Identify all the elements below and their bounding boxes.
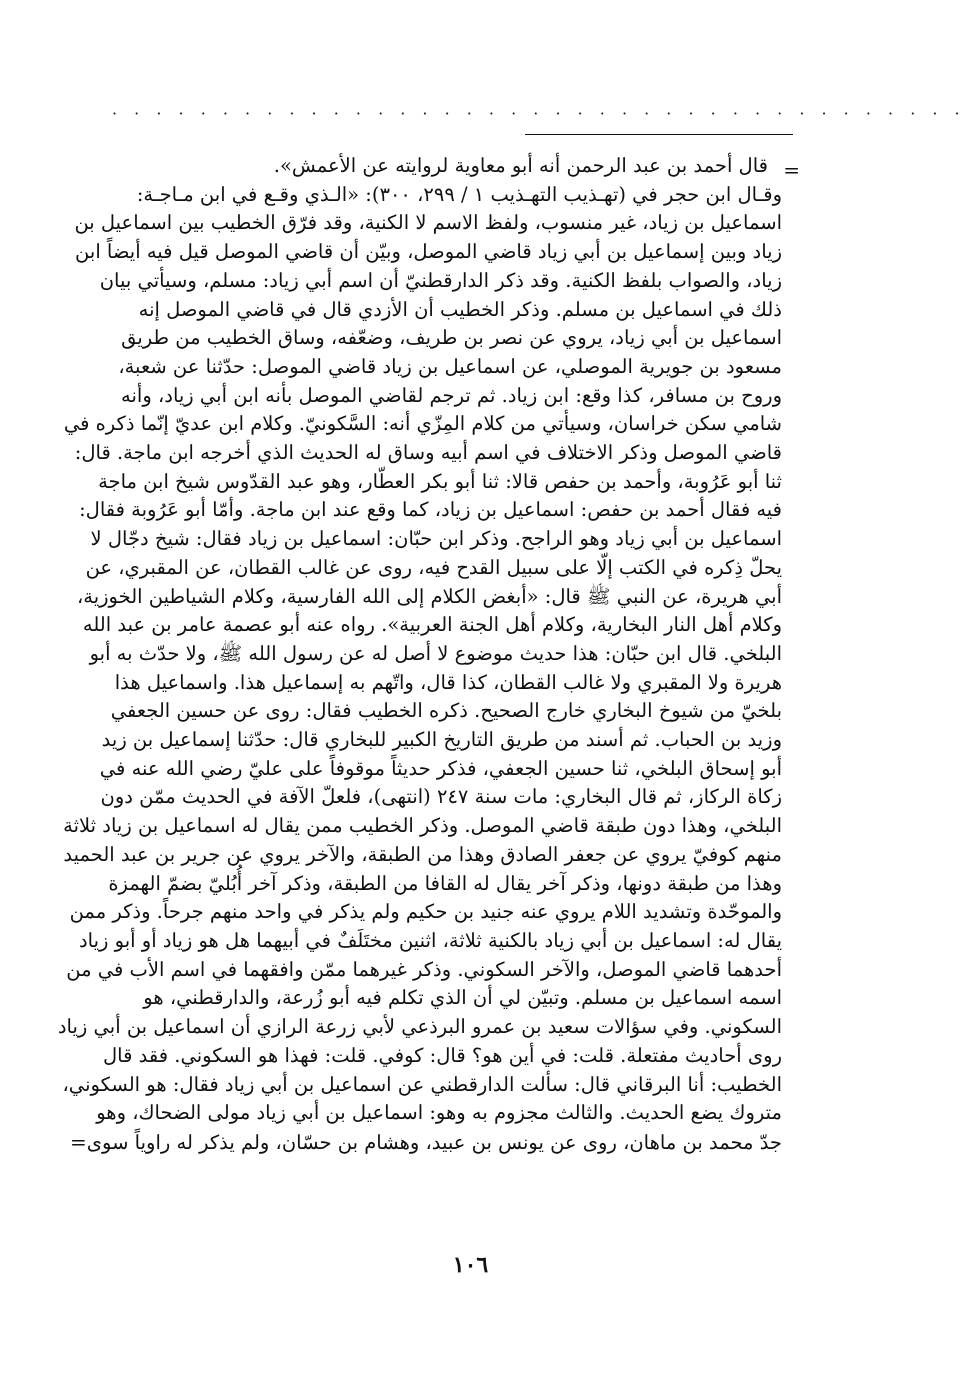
text-line: يقال له: اسماعيل بن أبي زياد بالكنية ثلاثة، اثنين مختَلَفٌ في أبيهما هل هو زياد أو أبو زياد bbox=[79, 928, 782, 952]
text-line: شامي سكن خراسان، وسيأتي من كلام المِزّي أنه: السَّكونيّ. وكلام ابن عديّ إنّما ذكره في bbox=[63, 412, 782, 436]
text-line: هريرة ولا المقبري ولا غالب القطان، كذا قال، واتّهم به إسماعيل هذا. واسماعيل هذا bbox=[114, 670, 782, 694]
text-line: يحلّ ذِكره في الكتب إلّا على سبيل القدح فيه، روى عن غالب القطان، عن المقبري، عن bbox=[85, 555, 782, 579]
text-line-content: قال أحمد بن عبد الرحمن أنه أبو معاوية لروايته عن الأعمش». bbox=[273, 154, 768, 177]
text-line: وروح بن مسافر، كذا وقع: ابن زياد. ثم ترجم لقاضي الموصل بأنه ابن أبي زياد، وأنه bbox=[121, 383, 782, 407]
text-line: متروك يضع الحديث. والثالث مجزوم به وهو: اسماعيل بن أبي زياد مولى الضحاك، وهو bbox=[96, 1101, 782, 1125]
text-line: اسماعيل بن أبي زياد، يروي عن نصر بن طريف، وضعّفه، وساق الخطيب من طريق bbox=[121, 326, 782, 350]
text-line: بلخيّ من شيوخ البخاري خارج الصحيح. ذكره الخطيب فقال: روى عن حسين الجعفي bbox=[110, 699, 782, 723]
text-line bbox=[70, 1128, 782, 1158]
text-line: اسماعيل بن زياد، غير منسوب، ولفظ الاسم لا الكنية، وقد فرّق الخطيب بين اسماعيل بن bbox=[74, 211, 782, 235]
separator-dots: · · · · · · · · · · · · · · · · · · · · · · · · · · · · · · · · · · · · · · · bbox=[112, 104, 966, 123]
footnote-text bbox=[57, 152, 800, 1158]
text-line: ثنا أبو عَرُوبة، وأحمد بن حفص قالا: ثنا أبو بكر العطّار، وهو عبد القدّوس شيخ ابن ماجة bbox=[98, 469, 782, 493]
text-line: روى أحاديث مفتعلة. قلت: في أين هو؟ قال: كوفي. قلت: فهذا هو السكوني. فقد قال bbox=[103, 1043, 782, 1067]
text-line: والموحّدة وتشديد اللام يروي عنه جنيد بن حكيم ولم يذكر في واحد منهم جرحاً. وذكر ممن bbox=[69, 900, 782, 924]
text-line: وزيد بن الحباب. ثم أسند من طريق التاريخ الكبير للبخاري قال: حدّثنا إسماعيل بن زيد bbox=[101, 728, 782, 752]
text-line: وهذا من طبقة دونها، وذكر آخر يقال له القافا من الطبقة، وذكر آخر أُبُليّ بضمّ الهمزة bbox=[108, 871, 782, 895]
text-line: اسماعيل بن أبي زياد وهو الراجح. وذكر ابن حبّان: اسماعيل بن زياد فقال: شيخ دجّال لا bbox=[90, 527, 782, 551]
text-line: زياد، والصواب بلفظ الكنية. وقد ذكر الدارقطنيّ أن اسم أبي زياد: مسلم، وسيأتي بيان bbox=[99, 268, 782, 292]
text-line: البلخي. قال ابن حبّان: هذا حديث موضوع لا أصل له عن رسول الله ﷺ، ولا حدّث به أبو bbox=[89, 641, 782, 665]
text-line: مسعود بن جويرية الموصلي، عن اسماعيل بن زياد قاضي الموصل: حدّثنا عن شعبة، bbox=[118, 354, 782, 378]
text-line-content: جدّ محمد بن ماهان، روى عن يونس بن عبيد، وهشام بن حسّان، ولم يذكر له راوياً سوى bbox=[86, 1130, 782, 1154]
text-line: أبو إسحاق البلخي، ثنا حسين الجعفي، فذكر حديثاً موقوفاً على عليّ رضي الله عنه في bbox=[99, 756, 782, 780]
text-line: الخطيب: أنا البرقاني قال: سألت الدارقطني عن اسماعيل بن أبي زياد فقال: هو السكوني، bbox=[62, 1072, 782, 1096]
text-line: أبي هريرة، عن النبي ﷺ قال: «أبغض الكلام إلى الله الفارسية، وكلام الشياطين الخوزية، bbox=[76, 584, 782, 608]
text-line: منهم كوفيّ يروي عن جعفر الصادق وهذا من الطبقة، والآخر يروي عن جرير بن عبد الحميد bbox=[63, 842, 782, 866]
page-number: ١٠٦ bbox=[452, 1252, 489, 1278]
text-line bbox=[102, 152, 800, 182]
text-line: قاضي الموصل وذكر الاختلاف في اسم أبيه وساق له الحديث الذي أخرجه ابن ماجة. قال: bbox=[74, 441, 782, 465]
text-line: ذلك في اسماعيل بن مسلم. وذكر الخطيب أن الأزدي قال في قاضي الموصل إنه bbox=[138, 297, 782, 321]
text-line: اسمه اسماعيل بن مسلم. وتبيّن لي أن الذي تكلم فيه أبو زُرعة، والدارقطني، هو bbox=[143, 986, 782, 1010]
text-line: أحدهما قاضي الموصل، والآخر السكوني. وذكر غيرهما ممّن وافقهما في اسم الأب في من bbox=[66, 957, 782, 981]
text-line: وقـال ابن حجر في (تهـذيب التهـذيب ١ / ٢٩٩، ٣٠٠): «الـذي وقـع في ابن مـاجـة: bbox=[136, 182, 782, 206]
text-line: السكوني. وفي سؤالات سعيد بن عمرو البرذعي لأبي زرعة الرازي أن اسماعيل بن أبي زياد bbox=[57, 1015, 782, 1039]
text-line: فيه فقال أحمد بن حفص: اسماعيل بن زياد، كما وقع عند ابن ماجة. وأمّا أبو عَرُوبة فقال: bbox=[79, 498, 782, 522]
text-line: زكاة الركاز، ثم قال البخاري: مات سنة ٢٤٧ (انتهى)، فلعلّ الآفة في الحديث ممّن دون bbox=[100, 785, 782, 809]
text-line: وكلام أهل النار البخارية، وكلام أهل الجنة العربية». رواه عنه أبو عصمة عامر بن عبد الله bbox=[82, 613, 782, 637]
continuation-mark: = bbox=[783, 158, 800, 182]
footnote-rule bbox=[525, 134, 793, 135]
text-line: زياد وبين إسماعيل بن أبي زياد قاضي الموصل، وبيّن أن قاضي الموصل قيل فيه أيضاً ابن bbox=[75, 240, 782, 264]
text-line: البلخي، وهذا دون طبقة قاضي الموصل. وذكر الخطيب ممن يقال له اسماعيل بن زياد ثلاثة bbox=[63, 814, 782, 838]
continuation-mark-end: = bbox=[70, 1129, 87, 1154]
